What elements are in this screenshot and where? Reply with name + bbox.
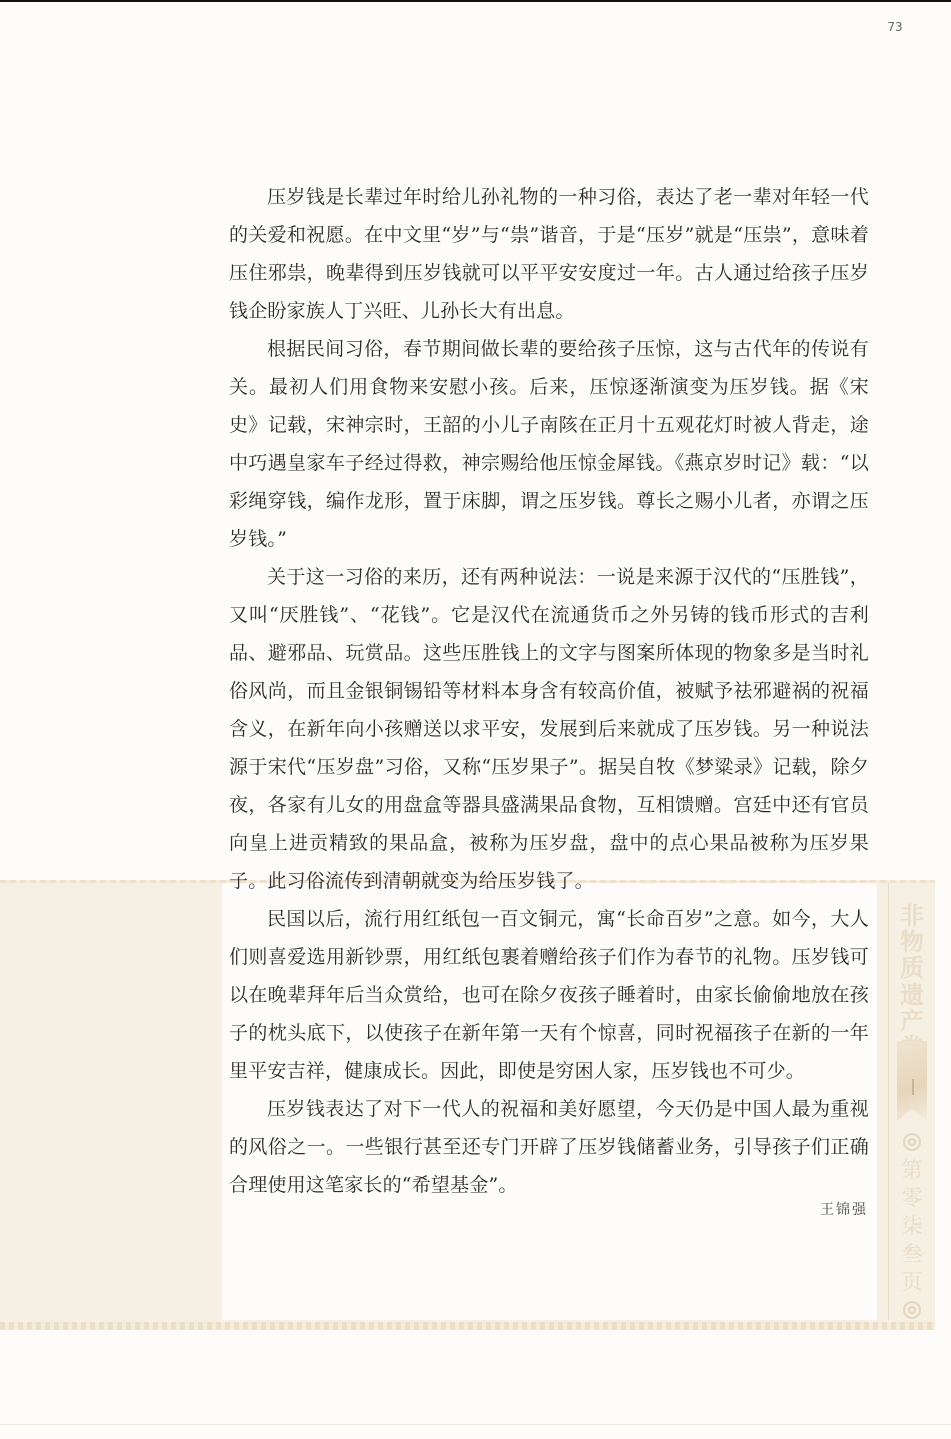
article-paragraph: 民国以后，流行用红纸包一百文铜元，寓“长命百岁”之意。如今，大人们则喜爱选用新钞票，用红纸包裹着赠给孩子们作为春节的礼物。压岁钱可以在晚辈拜年后当众赏给，也可在除夕夜孩子睡着时，由家长偷偷地放在孩子的枕头底下，以使孩子在新年第一天有个惊喜，同时祝福孩子在新的一年里平安吉祥，健康成长。因此，即使是穷困人家，压岁钱也不可少。: [229, 908, 869, 1082]
sidebar-sub-char: 第: [901, 1157, 923, 1182]
article-paragraph: 压岁钱表达了对下一代人的祝福和美好愿望，今天仍是中国人最为重视的风俗之一。一些银行甚至还专门开辟了压岁钱储蓄业务，引导孩子们正确合理使用这笔家长的“希望基金”。: [229, 1098, 869, 1196]
article-author: 王锦强: [820, 1202, 868, 1218]
page-number: 73: [887, 20, 903, 34]
sidebar-title-char: 物: [900, 927, 924, 957]
article-body: [229, 178, 869, 1204]
sidebar-title-char: 质: [900, 953, 924, 983]
sidebar-title-strip: [893, 883, 931, 1320]
article-paragraph: 压岁钱是长辈过年时给儿孙礼物的一种习俗，表达了老一辈对年轻一代的关爱和祝愿。在中文里“岁”与“祟”谐音，于是“压岁”就是“压祟”，意味着压住邪祟，晚辈得到压岁钱就可以平平安安度过一年。古人通过给孩子压岁钱企盼家族人丁兴旺、儿孙长大有出息。: [229, 186, 869, 322]
sidebar-ribbon-mark: [912, 1079, 914, 1095]
article-paragraph: 关于这一习俗的来历，还有两种说法：一说是来源于汉代的“压胜钱”，又叫“厌胜钱”、“花钱”。它是汉代在流通货币之外另铸的钱币形式的吉利品、避邪品、玩赏品。这些压胜钱上的文字与图案所体现的物象多是当时礼俗风尚，而且金银铜锡铅等材料本身含有较高价值，被赋予祛邪避祸的祝福含义，在新年向小孩赠送以求平安，发展到后来就成了压岁钱。另一种说法源于宋代“压岁盘”习俗，又称“压岁果子”。据吴自牧《梦粱录》记载，除夕夜，各家有儿女的用盘盒等器具盛满果品食物，互相馈赠。宫廷中还有官员向皇上进贡精致的果品盒，被称为压岁盘，盘中的点心果品被称为压岁果子。此习俗流传到清朝就变为给压岁钱了。: [229, 566, 869, 892]
decorative-band-bottom-edge: [0, 1322, 935, 1330]
sidebar-sub-char: 页: [901, 1270, 923, 1295]
top-border-line: [0, 0, 951, 2]
sidebar-sub-char: 柒: [901, 1213, 923, 1238]
article-paragraph: 根据民间习俗，春节期间做长辈的要给孩子压惊，这与古代年的传说有关。最初人们用食物来安慰小孩。后来，压惊逐渐演变为压岁钱。据《宋史》记载，宋神宗时，王韶的小儿子南陔在正月十五观花灯时被人背走，途中巧遇皇家车子经过得救，神宗赐给他压惊金犀钱。《燕京岁时记》载：“以彩绳穿钱，编作龙形，置于床脚，谓之压岁钱。尊长之赐小儿者，亦谓之压岁钱。”: [229, 338, 869, 550]
sidebar-title-char: 遗: [900, 979, 924, 1009]
sidebar-sub-char: 零: [901, 1185, 923, 1210]
sidebar-divider-line: [888, 883, 889, 1320]
sidebar-sub-char: 叁: [901, 1242, 923, 1267]
ring-ornament-icon: [903, 1133, 921, 1151]
ring-ornament-icon: [903, 1301, 921, 1319]
sidebar-title-char: 产: [900, 1005, 924, 1035]
sidebar-title-char: 非: [900, 901, 924, 930]
sidebar-book-title: [895, 903, 929, 1038]
sidebar-page-label: [897, 1131, 927, 1321]
bottom-border-line: [0, 1424, 951, 1425]
